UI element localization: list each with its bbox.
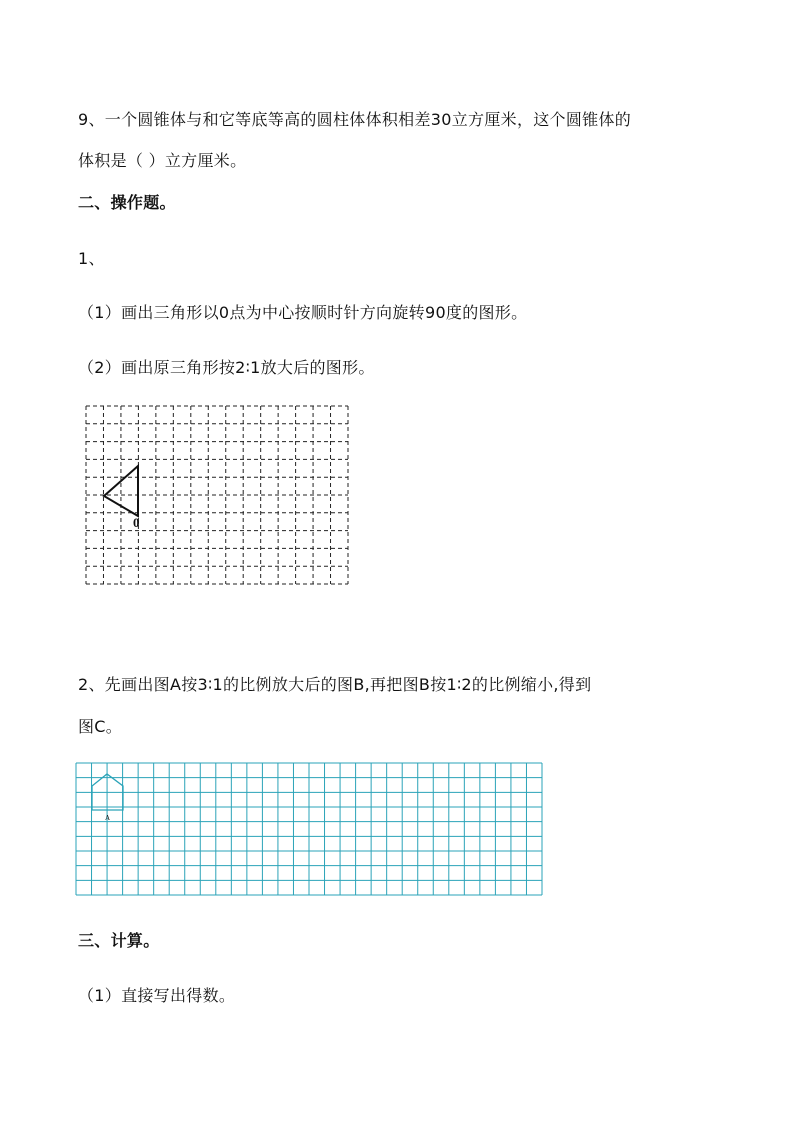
point-o-label: 0 (133, 515, 140, 530)
dashed-grid-with-triangle (86, 406, 350, 586)
shape-a-label: A (105, 814, 111, 822)
square-grid-with-shape-a (76, 763, 544, 896)
operation-question-1-number: 1、 (78, 249, 105, 268)
operation-question-1-part-1: （1）画出三角形以0点为中心按顺时针方向旋转90度的图形。 (78, 303, 528, 322)
square-grid (76, 763, 542, 895)
question-9-line-1: 9、一个圆锥体与和它等底等高的圆柱体体积相差30立方厘米，这个圆锥体的 (78, 110, 632, 129)
section-2-heading: 二、操作题。 (78, 193, 176, 212)
operation-question-1-part-2: （2）画出原三角形按2∶1放大后的图形。 (78, 358, 375, 377)
section-3-heading: 三、计算。 (78, 931, 160, 950)
operation-question-2-line-2: 图C。 (78, 717, 123, 736)
calculation-part-1: （1）直接写出得数。 (78, 986, 236, 1005)
operation-question-2-line-1: 2、先画出图A按3∶1的比例放大后的图B,再把图B按1∶2的比例缩小,得到 (78, 675, 592, 694)
question-9-line-2: 体积是（ ）立方厘米。 (78, 151, 247, 170)
dashed-grid (86, 406, 348, 584)
